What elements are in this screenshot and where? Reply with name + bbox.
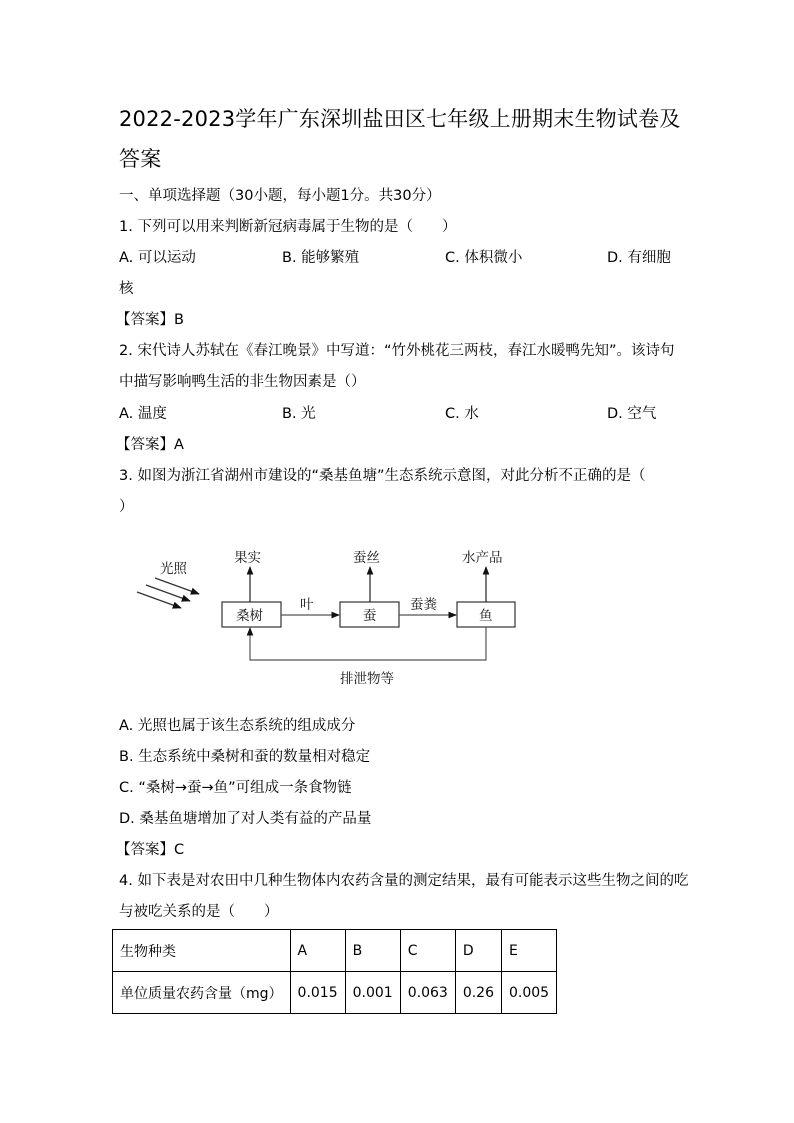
question-4-stem-line-2: 与被吃关系的是（ ） bbox=[119, 904, 279, 920]
table-cell: 0.26 bbox=[455, 972, 501, 1014]
table-cell: C bbox=[400, 930, 455, 972]
table-cell: 0.015 bbox=[290, 972, 345, 1014]
question-3-option-b: B. 生态系统中桑树和蚕的数量相对稳定 bbox=[119, 749, 371, 765]
question-1-answer: 【答案】B bbox=[116, 312, 184, 328]
section-heading: 一、单项选择题（30小题，每小题1分。共30分） bbox=[119, 188, 441, 204]
question-4-stem-line-1: 4. 如下表是对农田中几种生物体内农药含量的测定结果，最有可能表示这些生物之间的吃 bbox=[119, 873, 689, 889]
question-2-answer: 【答案】A bbox=[116, 437, 184, 453]
question-1-option-c: C. 体积微小 bbox=[445, 250, 523, 266]
question-1-stem: 1. 下列可以用来判断新冠病毒属于生物的是（ ） bbox=[119, 219, 457, 235]
table-cell: D bbox=[455, 930, 501, 972]
document-title-line-2: 答案 bbox=[119, 147, 162, 171]
question-3-answer: 【答案】C bbox=[116, 842, 185, 858]
question-2-option-d: D. 空气 bbox=[607, 406, 657, 422]
feedback-loop-arrow-icon bbox=[250, 627, 486, 660]
question-1-option-d: D. 有细胞 bbox=[607, 250, 671, 266]
light-label: 光照 bbox=[160, 561, 187, 577]
node-mulberry-label: 桑树 bbox=[236, 608, 263, 624]
light-ray-arrow-icon bbox=[137, 592, 181, 608]
table-row bbox=[113, 930, 557, 972]
pesticide-content-table bbox=[112, 929, 557, 1014]
table-header-cell: 生物种类 bbox=[113, 930, 291, 972]
table-header-cell: 单位质量农药含量（mg） bbox=[113, 972, 291, 1014]
question-2-option-a: A. 温度 bbox=[119, 406, 167, 422]
question-1-option-d-wrap: 核 bbox=[119, 281, 134, 297]
table-cell: 0.001 bbox=[345, 972, 400, 1014]
product-aquatic-label: 水产品 bbox=[462, 550, 503, 566]
light-ray-arrow-icon bbox=[155, 578, 199, 594]
feedback-label: 排泄物等 bbox=[340, 671, 394, 687]
question-3-option-a: A. 光照也属于该生态系统的组成成分 bbox=[119, 718, 356, 734]
question-2-stem-line-2: 中描写影响鸭生活的非生物因素是（） bbox=[119, 374, 366, 390]
table-cell: 0.005 bbox=[501, 972, 556, 1014]
node-silkworm-label: 蚕 bbox=[363, 608, 377, 624]
node-fish-label: 鱼 bbox=[479, 608, 493, 624]
table-cell: E bbox=[501, 930, 556, 972]
question-2-option-b: B. 光 bbox=[282, 406, 316, 422]
table-cell: A bbox=[290, 930, 345, 972]
document-title-line-1: 2022-2023学年广东深圳盐田区七年级上册期末生物试卷及 bbox=[119, 107, 681, 131]
table-row bbox=[113, 972, 557, 1014]
product-silk-label: 蚕丝 bbox=[353, 550, 380, 566]
question-1-option-b: B. 能够繁殖 bbox=[282, 250, 360, 266]
product-fruit-label: 果实 bbox=[234, 550, 261, 566]
table-cell: B bbox=[345, 930, 400, 972]
light-ray-arrow-icon bbox=[146, 585, 190, 601]
question-2-option-c: C. 水 bbox=[445, 406, 479, 422]
question-3-stem-line-2: ） bbox=[119, 499, 134, 515]
question-3-option-d: D. 桑基鱼塘增加了对人类有益的产品量 bbox=[119, 811, 372, 827]
edge-frass-label: 蚕粪 bbox=[410, 597, 437, 613]
question-3-stem-line-1: 3. 如图为浙江省湖州市建设的“桑基鱼塘”生态系统示意图，对此分析不正确的是（ bbox=[119, 468, 646, 484]
question-3-option-c: C. “桑树→蚕→鱼”可组成一条食物链 bbox=[119, 780, 352, 796]
edge-leaf-label: 叶 bbox=[300, 597, 314, 613]
question-1-option-a: A. 可以运动 bbox=[119, 250, 196, 266]
table-cell: 0.063 bbox=[400, 972, 455, 1014]
question-2-stem-line-1: 2. 宋代诗人苏轼在《春江晚景》中写道：“竹外桃花三两枝，春江水暖鸭先知”。该诗句 bbox=[119, 343, 675, 359]
